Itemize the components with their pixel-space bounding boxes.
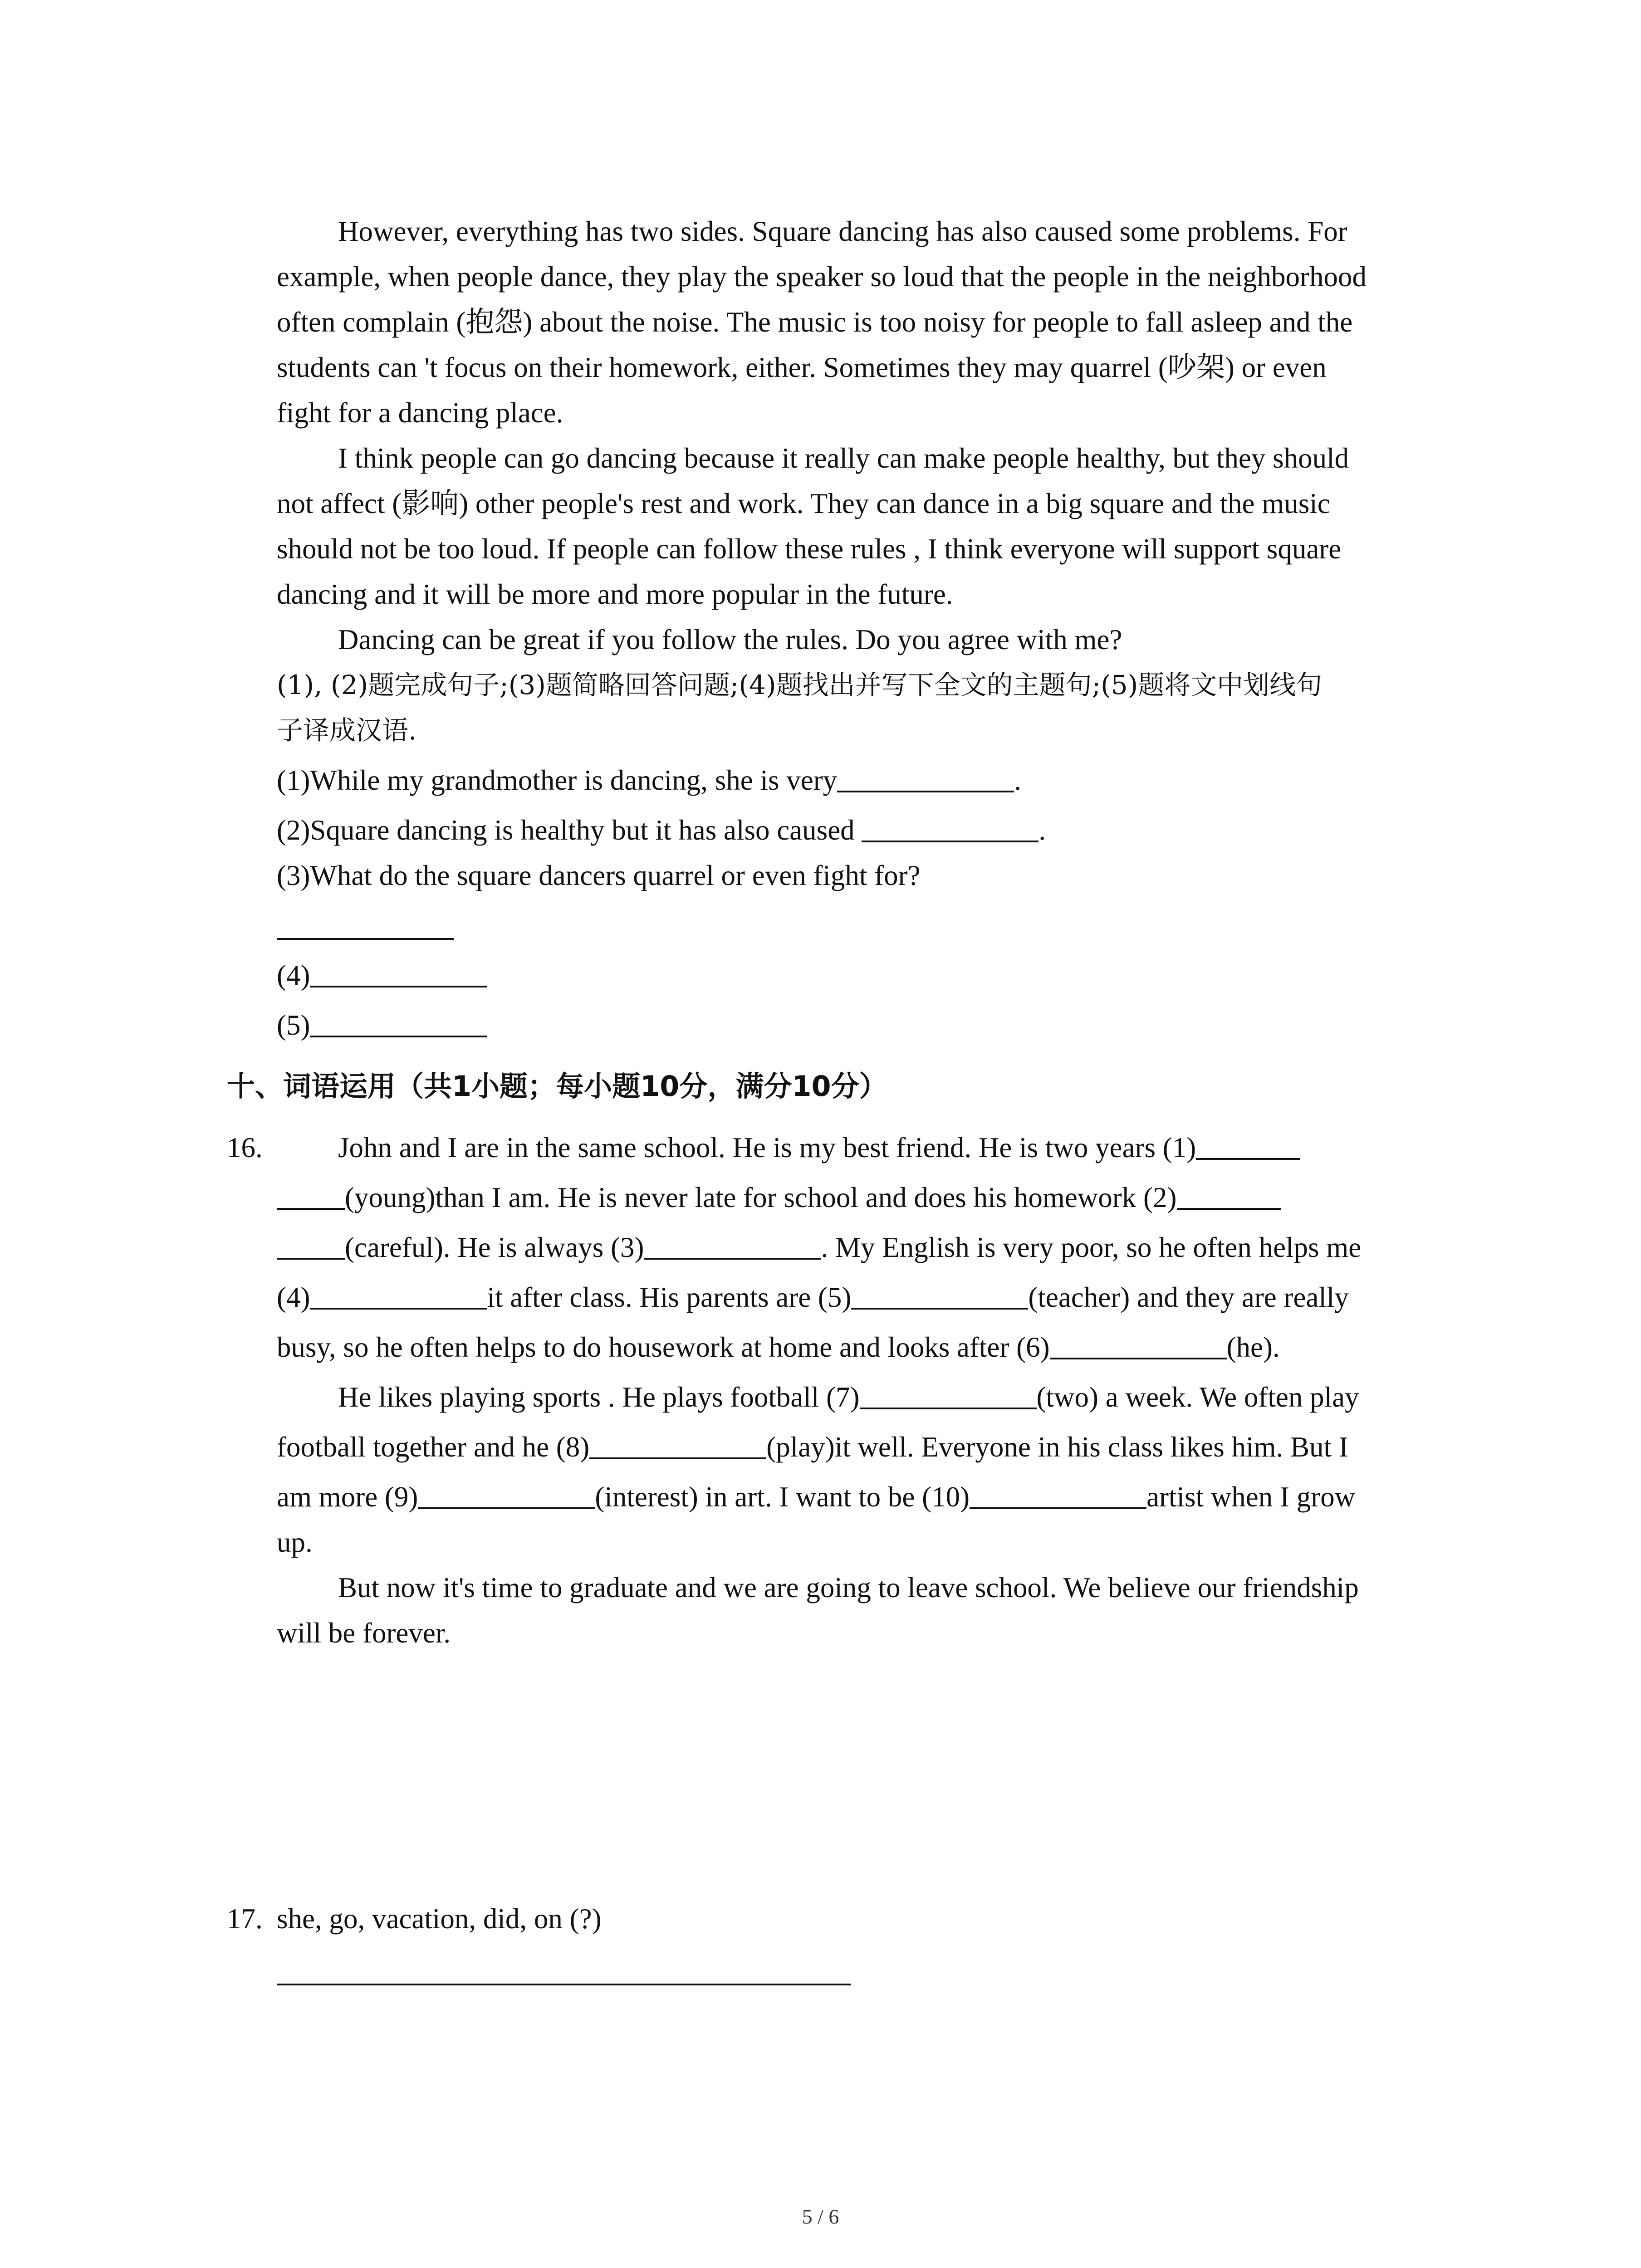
- question-1: (1)While my grandmother is dancing, she is very .: [277, 764, 1021, 796]
- question-3: (3)What do the square dancers quarrel or even fight for?: [277, 860, 921, 891]
- instruction-line: (1), (2)题完成句子;(3)题简略回答问题;(4)题找出并写下全文的主题句;(5)题将文中划线句: [277, 670, 1323, 700]
- answer-blank-2[interactable]: [862, 813, 1038, 842]
- section-heading: 十、词语运用（共1小题；每小题10分，满分10分）: [227, 1070, 887, 1103]
- q16-line: up.: [277, 1526, 313, 1558]
- blank-10[interactable]: [970, 1480, 1146, 1509]
- passage-line: should not be too loud. If people can follow these rules , I think everyone will support square: [277, 533, 1342, 565]
- answer-line-3: [277, 909, 454, 946]
- blank-5[interactable]: [851, 1281, 1028, 1310]
- blank-1-cont[interactable]: [277, 1181, 345, 1210]
- q16-line: (careful). He is always (3) . My English is very poor, so he often helps me: [277, 1229, 1361, 1266]
- q17-prompt: she, go, vacation, did, on (?): [277, 1903, 602, 1935]
- question-number-17: 17.: [227, 1903, 263, 1935]
- q16-line: will be forever.: [277, 1617, 451, 1649]
- blank-8[interactable]: [589, 1430, 766, 1459]
- passage-line: example, when people dance, they play the speaker so loud that the people in the neighborhood: [277, 261, 1367, 293]
- question-5: (5): [277, 1007, 487, 1043]
- question-2: (2)Square dancing is healthy but it has also caused .: [277, 814, 1046, 846]
- passage-line: dancing and it will be more and more popular in the future.: [277, 578, 953, 610]
- answer-blank-1[interactable]: [837, 763, 1014, 792]
- q16-line: He likes playing sports . He plays football (7) (two) a week. We often play: [338, 1381, 1359, 1413]
- blank-9[interactable]: [418, 1480, 595, 1509]
- answer-blank-17[interactable]: [277, 1956, 851, 1985]
- blank-7[interactable]: [860, 1380, 1037, 1409]
- q16-line: But now it's time to graduate and we are going to leave school. We believe our friendship: [338, 1572, 1359, 1603]
- blank-4[interactable]: [310, 1281, 487, 1310]
- blank-1[interactable]: [1196, 1131, 1300, 1160]
- answer-blank-3[interactable]: [277, 911, 454, 940]
- q16-line: football together and he (8) (play)it well. Everyone in his class likes him. But I: [277, 1431, 1348, 1463]
- q17-answer-line: [277, 1955, 851, 1991]
- blank-2[interactable]: [1177, 1181, 1281, 1210]
- blank-6[interactable]: [1050, 1330, 1227, 1359]
- q16-line: John and I are in the same school. He is my best friend. He is two years (1): [338, 1129, 1300, 1166]
- q16-line: (young)than I am. He is never late for school and does his homework (2): [277, 1179, 1281, 1216]
- passage-line: not affect (影响) other people's rest and work. They can dance in a big square and the music: [277, 488, 1330, 519]
- passage-line: students can 't focus on their homework, either. Sometimes they may quarrel (吵架) or even: [277, 352, 1327, 383]
- answer-blank-4[interactable]: [310, 958, 487, 987]
- question-number-16: 16.: [227, 1132, 263, 1163]
- passage-line: I think people can go dancing because it really can make people healthy, but they should: [338, 442, 1349, 474]
- question-4: (4): [277, 957, 487, 993]
- blank-2-cont[interactable]: [277, 1231, 345, 1260]
- passage-line: However, everything has two sides. Square dancing has also caused some problems. For: [338, 215, 1347, 247]
- passage-line: often complain (抱怨) about the noise. The music is too noisy for people to fall asleep and the: [277, 306, 1353, 338]
- answer-blank-5[interactable]: [310, 1008, 487, 1037]
- q16-line: am more (9) (interest) in art. I want to be (10) artist when I grow: [277, 1481, 1356, 1513]
- page-number: 5 / 6: [802, 2205, 839, 2228]
- q16-line: (4) it after class. His parents are (5) (teacher) and they are really: [277, 1281, 1349, 1313]
- blank-3[interactable]: [644, 1231, 821, 1260]
- instruction-line: 子译成汉语.: [277, 715, 417, 746]
- passage-line: Dancing can be great if you follow the rules. Do you agree with me?: [338, 624, 1122, 655]
- q16-line: busy, so he often helps to do housework at home and looks after (6) (he).: [277, 1331, 1280, 1363]
- passage-line: fight for a dancing place.: [277, 397, 563, 429]
